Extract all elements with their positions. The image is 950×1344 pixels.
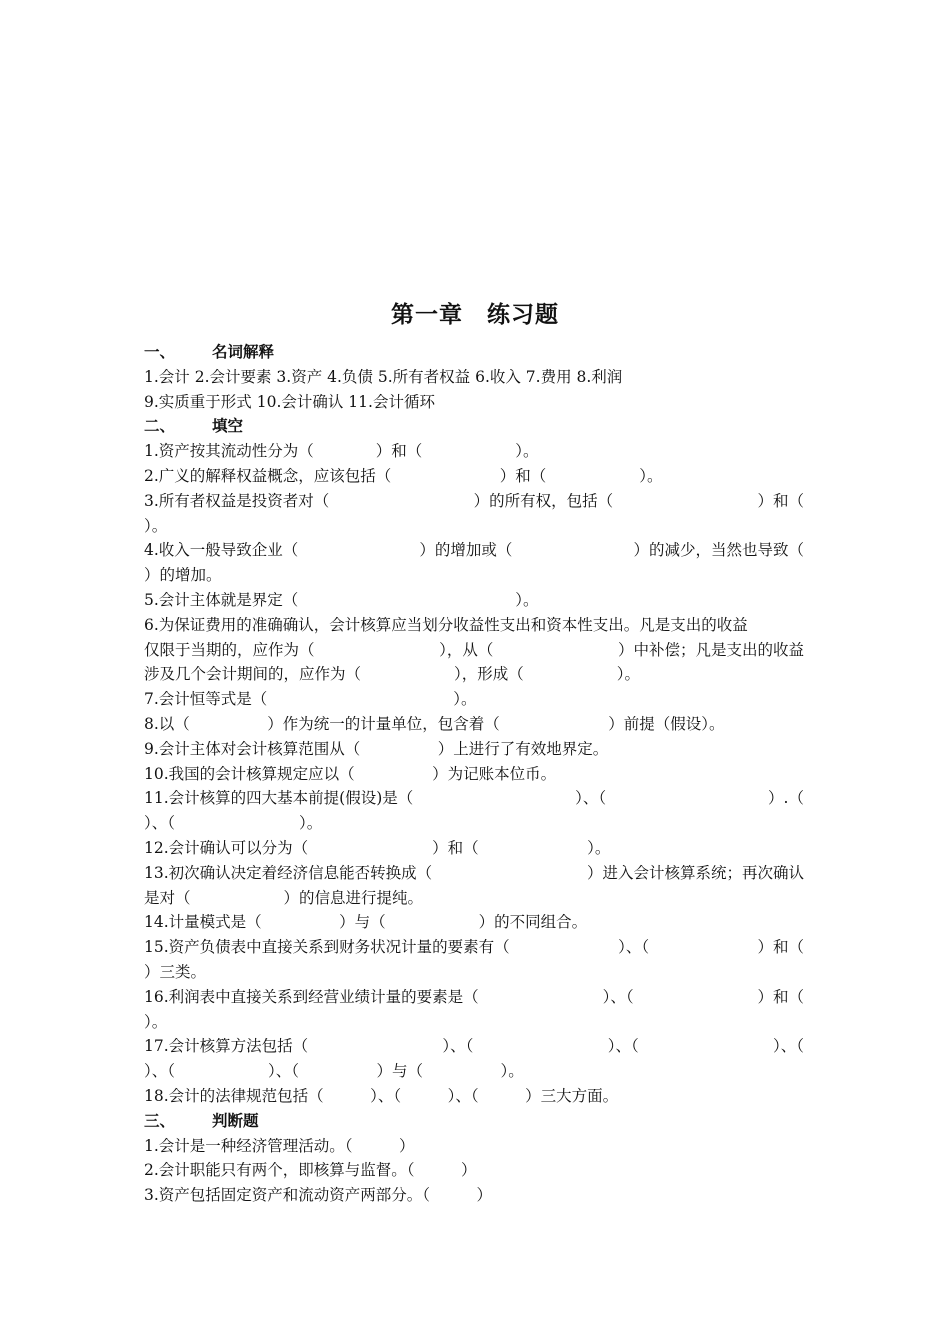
fill-question-18: 18.会计的法律规范包括（ ）、（ ）、（ ）三大方面。 — [144, 1086, 619, 1105]
fill-question-1: 1.资产按其流动性分为（ ）和（ ）。 — [144, 442, 539, 461]
fill-question-13: 13.初次确认决定着经济信息能否转换成（ ）进入会计核算系统；再次确认 — [144, 863, 804, 882]
judge-question-1: 1.会计是一种经济管理活动。（ ） — [144, 1136, 415, 1155]
section-heading-1: 一、 名词解释 — [144, 342, 275, 361]
judge-question-2: 2.会计职能只有两个，即核算与监督。（ ） — [144, 1161, 477, 1180]
section-heading-2: 二、 填空 — [144, 416, 244, 436]
fill-question-6-cont2: 涉及几个会计期间的，应作为（ ），形成（ ）。 — [144, 665, 641, 684]
fill-question-10: 10.我国的会计核算规定应以（ ）为记账本位币。 — [144, 764, 557, 783]
fill-question-9: 9.会计主体对会计核算范围从（ ）上进行了有效地界定。 — [144, 739, 609, 758]
fill-question-6-cont: 仅限于当期的，应作为（ ），从（ ）中补偿；凡是支出的收益 — [144, 640, 804, 659]
fill-question-14: 14.计量模式是（ ）与（ ）的不同组合。 — [144, 913, 588, 932]
page-title: 第一章 练习题 — [391, 301, 559, 328]
fill-question-16: 16.利润表中直接关系到经营业绩计量的要素是（ ）、（ ）和（ — [144, 987, 804, 1006]
fill-question-17: 17.会计核算方法包括（ ）、（ ）、（ ）、（ — [144, 1037, 804, 1056]
fill-question-7: 7.会计恒等式是（ ）。 — [144, 690, 477, 709]
fill-question-4-cont: ）的增加。 — [144, 566, 222, 585]
section-heading-3: 三、 判断题 — [144, 1110, 259, 1130]
document-body — [144, 340, 804, 1208]
fill-question-3-cont: ）。 — [144, 516, 168, 535]
fill-question-2: 2.广义的解释权益概念，应该包括（ ）和（ ）。 — [144, 466, 663, 485]
fill-question-4: 4.收入一般导致企业（ ）的增加或（ ）的减少，当然也导致（ — [144, 541, 804, 560]
judge-question-3: 3.资产包括固定资产和流动资产两部分。（ ） — [144, 1186, 493, 1205]
fill-question-6: 6.为保证费用的准确确认，会计核算应当划分收益性支出和资本性支出。凡是支出的收益 — [144, 615, 748, 634]
fill-question-3: 3.所有者权益是投资者对（ ）的所有权，包括（ ）和（ — [144, 491, 804, 510]
fill-question-11: 11.会计核算的四大基本前提(假设)是（ ）、（ ）.（ — [144, 789, 804, 808]
term-line-1: 1.会计 2.会计要素 3.资产 4.负债 5.所有者权益 6.收入 7.费用 8.利润 — [144, 367, 623, 386]
fill-question-15: 15.资产负债表中直接关系到财务状况计量的要素有（ ）、（ ）和（ — [144, 938, 804, 957]
fill-question-12: 12.会计确认可以分为（ ）和（ ）。 — [144, 838, 611, 857]
fill-question-13-cont: 是对（ ）的信息进行提纯。 — [144, 888, 424, 907]
fill-question-8: 8.以（ ）作为统一的计量单位，包含着（ ）前提（假设）。 — [144, 714, 725, 733]
fill-question-16-cont: ）。 — [144, 1012, 168, 1031]
fill-question-11-cont: ）、（ ）。 — [144, 814, 323, 833]
fill-question-5: 5.会计主体就是界定（ ）。 — [144, 590, 539, 609]
term-line-2: 9.实质重于形式 10.会计确认 11.会计循环 — [144, 392, 435, 411]
fill-question-17-cont: ）、（ ）、（ ）与（ ）。 — [144, 1062, 524, 1081]
fill-question-15-cont: ）三类。 — [144, 962, 207, 981]
